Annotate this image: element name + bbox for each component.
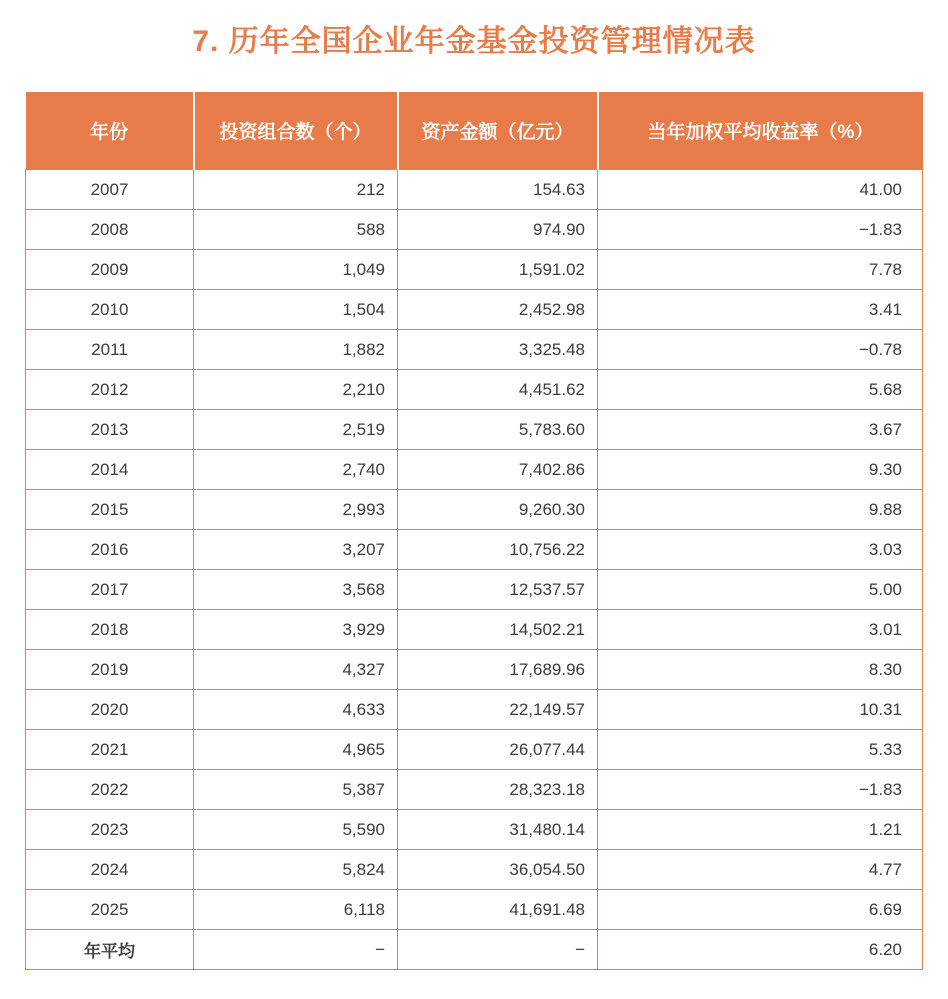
assets-cell: 4,451.62 [398,370,598,410]
portfolios-cell: 2,519 [194,410,398,450]
table-row [26,530,923,570]
return-rate-cell: 6.69 [598,890,923,930]
assets-cell: 7,402.86 [398,450,598,490]
return-rate-cell: 5.00 [598,570,923,610]
year-cell: 2017 [26,570,194,610]
table-header-row [26,92,923,170]
return-rate-cell: 9.30 [598,450,923,490]
table-row [26,370,923,410]
portfolios-cell: 212 [194,170,398,210]
return-rate-cell: 10.31 [598,690,923,730]
header-weighted-return: 当年加权平均收益率（%） [598,92,923,170]
year-cell: 2011 [26,330,194,370]
portfolios-cell: 5,824 [194,850,398,890]
table-row-average [26,930,923,970]
year-cell: 2008 [26,210,194,250]
assets-cell: 31,480.14 [398,810,598,850]
portfolios-cell: 6,118 [194,890,398,930]
year-cell: 2024 [26,850,194,890]
portfolios-cell: 3,207 [194,530,398,570]
annuity-table [25,92,923,970]
return-rate-cell: 8.30 [598,650,923,690]
portfolios-cell: 2,210 [194,370,398,410]
table-row [26,570,923,610]
assets-cell: 22,149.57 [398,690,598,730]
year-cell: 2019 [26,650,194,690]
year-cell: 2013 [26,410,194,450]
portfolios-cell: 1,504 [194,290,398,330]
return-rate-cell: 5.68 [598,370,923,410]
return-rate-cell: 1.21 [598,810,923,850]
return-rate-cell: 3.01 [598,610,923,650]
assets-cell: 12,537.57 [398,570,598,610]
portfolios-cell: 1,882 [194,330,398,370]
assets-cell: 17,689.96 [398,650,598,690]
year-cell: 年平均 [26,930,194,970]
year-cell: 2021 [26,730,194,770]
table-row [26,730,923,770]
portfolios-cell: 4,965 [194,730,398,770]
portfolios-cell: 588 [194,210,398,250]
year-cell: 2014 [26,450,194,490]
year-cell: 2010 [26,290,194,330]
table-row [26,610,923,650]
year-cell: 2012 [26,370,194,410]
header-asset-amount: 资产金额（亿元） [398,92,598,170]
return-rate-cell: −1.83 [598,770,923,810]
portfolios-cell: 4,633 [194,690,398,730]
page-title: 7. 历年全国企业年金基金投资管理情况表 [192,25,756,58]
assets-cell: 41,691.48 [398,890,598,930]
portfolios-cell: 2,993 [194,490,398,530]
year-cell: 2020 [26,690,194,730]
portfolios-cell: 3,568 [194,570,398,610]
assets-cell: 14,502.21 [398,610,598,650]
table-row [26,250,923,290]
return-rate-cell: 7.78 [598,250,923,290]
portfolios-cell: 4,327 [194,650,398,690]
year-cell: 2015 [26,490,194,530]
assets-cell: 1,591.02 [398,250,598,290]
table-row [26,810,923,850]
return-rate-cell: 9.88 [598,490,923,530]
return-rate-cell: 41.00 [598,170,923,210]
header-portfolio-count: 投资组合数（个） [194,92,398,170]
assets-cell: 5,783.60 [398,410,598,450]
portfolios-cell: 5,387 [194,770,398,810]
return-rate-cell: 3.03 [598,530,923,570]
table-row [26,210,923,250]
table-row [26,490,923,530]
return-rate-cell: −1.83 [598,210,923,250]
return-rate-cell: −0.78 [598,330,923,370]
assets-cell: 36,054.50 [398,850,598,890]
assets-cell: 26,077.44 [398,730,598,770]
assets-cell: 2,452.98 [398,290,598,330]
assets-cell: 28,323.18 [398,770,598,810]
assets-cell: 3,325.48 [398,330,598,370]
assets-cell: 9,260.30 [398,490,598,530]
table-row [26,290,923,330]
table-row [26,450,923,490]
portfolios-cell: 2,740 [194,450,398,490]
year-cell: 2023 [26,810,194,850]
table-row [26,690,923,730]
year-cell: 2025 [26,890,194,930]
year-cell: 2016 [26,530,194,570]
table-row [26,890,923,930]
table-row [26,650,923,690]
portfolios-cell: − [194,930,398,970]
return-rate-cell: 3.41 [598,290,923,330]
table-row [26,850,923,890]
table-row [26,770,923,810]
assets-cell: 10,756.22 [398,530,598,570]
return-rate-cell: 3.67 [598,410,923,450]
portfolios-cell: 1,049 [194,250,398,290]
assets-cell: 974.90 [398,210,598,250]
return-rate-cell: 6.20 [598,930,923,970]
return-rate-cell: 4.77 [598,850,923,890]
portfolios-cell: 3,929 [194,610,398,650]
header-year: 年份 [26,92,194,170]
year-cell: 2007 [26,170,194,210]
year-cell: 2018 [26,610,194,650]
portfolios-cell: 5,590 [194,810,398,850]
assets-cell: − [398,930,598,970]
table-row [26,170,923,210]
table-row [26,410,923,450]
year-cell: 2009 [26,250,194,290]
assets-cell: 154.63 [398,170,598,210]
year-cell: 2022 [26,770,194,810]
return-rate-cell: 5.33 [598,730,923,770]
table-row [26,330,923,370]
